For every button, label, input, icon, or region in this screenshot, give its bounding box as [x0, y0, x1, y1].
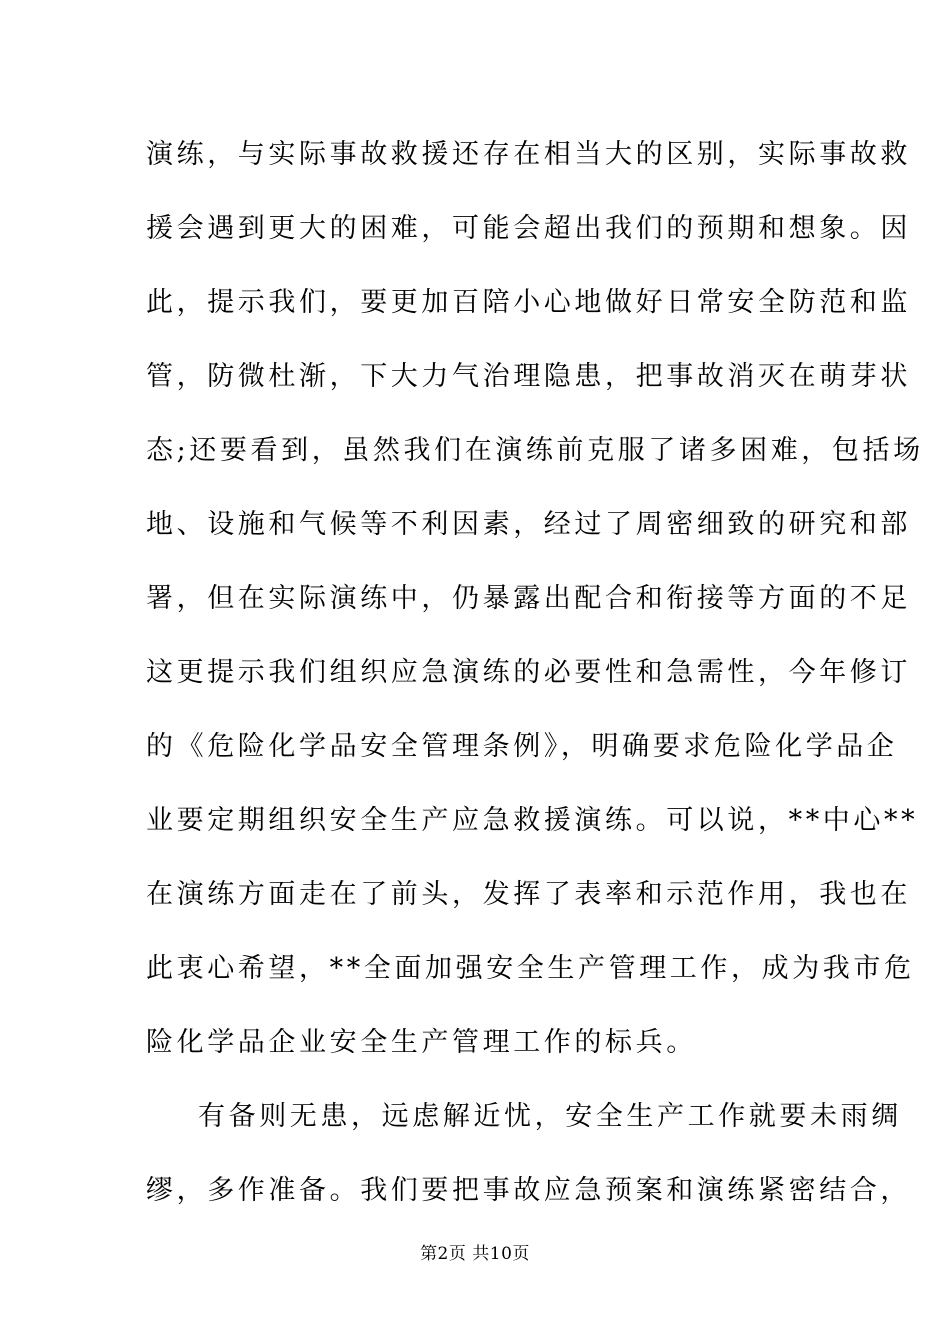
text-line: 管，防微杜渐，下大力气治理隐患，把事故消灭在萌芽状: [146, 361, 911, 392]
text-line: 署，但在实际演练中，仍暴露出配合和衔接等方面的不足: [146, 583, 911, 614]
text-line: 此衷心希望，**全面加强安全生产管理工作，成为我市危: [146, 953, 915, 984]
paragraph-start-line: 有备则无患，远虑解近忧，安全生产工作就要未雨绸: [198, 1101, 902, 1132]
text-line: 态;还要看到，虽然我们在演练前克服了诸多困难，包括场: [146, 435, 924, 466]
text-line: 缪，多作准备。我们要把事故应急预案和演练紧密结合，: [146, 1175, 911, 1206]
text-line: 的《危险化学品安全管理条例》，明确要求危险化学品企: [146, 731, 898, 762]
page-number-footer: 第2页 共10页: [420, 1244, 530, 1264]
text-line: 地、设施和气候等不利因素，经过了周密细致的研究和部: [146, 509, 911, 540]
text-line: 这更提示我们组织应急演练的必要性和急需性，今年修订: [146, 657, 911, 688]
text-line: 业要定期组织安全生产应急救援演练。可以说，**中心**: [146, 805, 919, 836]
text-line: 演练，与实际事故救援还存在相当大的区别，实际事故救: [146, 139, 911, 170]
text-line: 此，提示我们，要更加百陪小心地做好日常安全防范和监: [146, 287, 911, 318]
text-line: 险化学品企业安全生产管理工作的标兵。: [146, 1027, 697, 1058]
text-line: 援会遇到更大的困难，可能会超出我们的预期和想象。因: [146, 213, 911, 244]
text-line: 在演练方面走在了前头，发挥了表率和示范作用，我也在: [146, 879, 911, 910]
document-body: [146, 128, 924, 1238]
